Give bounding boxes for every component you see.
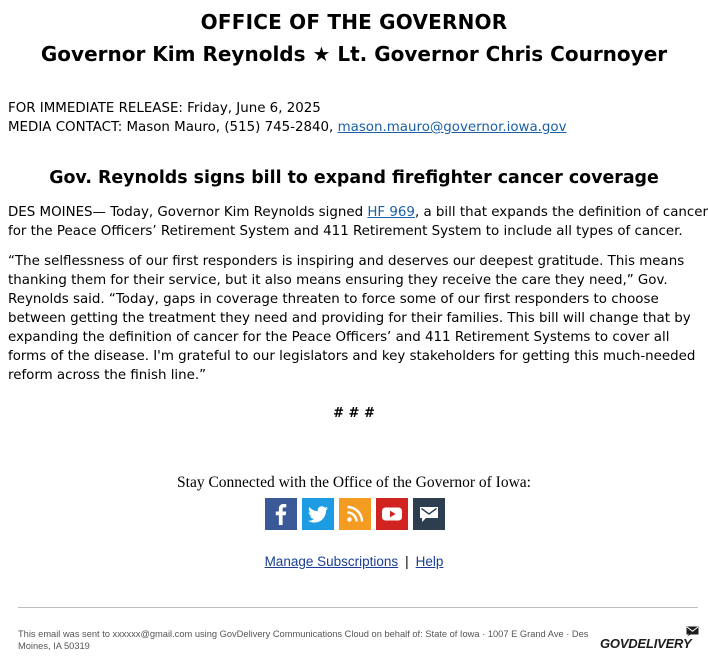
facebook-icon[interactable] <box>265 498 297 530</box>
media-contact-text: MEDIA CONTACT: Mason Mauro, (515) 745-2840, <box>8 120 338 135</box>
article-headline: Gov. Reynolds signs bill to expand firefighter cancer coverage <box>49 168 659 188</box>
rss-icon[interactable] <box>339 498 371 530</box>
media-contact-line <box>8 118 567 138</box>
bill-link[interactable]: HF 969 <box>367 205 415 220</box>
manage-subscriptions-link[interactable]: Manage Subscriptions <box>264 554 399 569</box>
footer-divider <box>18 607 698 608</box>
govdelivery-logo[interactable] <box>600 626 700 658</box>
intro-paragraph <box>8 203 708 241</box>
release-date-line: FOR IMMEDIATE RELEASE: Friday, June 6, 2025 <box>8 101 321 116</box>
help-link[interactable]: Help <box>415 554 444 569</box>
twitter-icon[interactable] <box>302 498 334 530</box>
governors-line: Governor Kim Reynolds ★ Lt. Governor Chris Cournoyer <box>40 42 668 66</box>
stay-connected-text: Stay Connected with the Office of the Governor of Iowa: <box>177 474 531 491</box>
footer-text: This email was sent to xxxxxx@gmail.com using GovDelivery Communications Cloud on behalf of: State of Iowa · 1007 E Grand Ave · Des Moines, IA 50319 <box>18 629 589 651</box>
govdelivery-logo-text: GOVDELIVERY <box>600 636 692 651</box>
intro-text-after: , a bill that expands the definition of cancer for the Peace Officers’ Retirement System and 411 Retirement System to include all types of cancer. <box>8 205 708 239</box>
end-marker: # # # <box>333 406 375 421</box>
contact-email-link[interactable]: mason.mauro@governor.iowa.gov <box>337 120 567 135</box>
link-separator: | <box>405 554 409 569</box>
youtube-icon[interactable] <box>376 498 408 530</box>
subscription-links <box>0 554 708 569</box>
envelope-icon <box>686 626 699 637</box>
email-icon[interactable] <box>413 498 445 530</box>
intro-text-before: DES MOINES— Today, Governor Kim Reynolds signed <box>8 205 368 220</box>
office-title: OFFICE OF THE GOVERNOR <box>200 10 508 34</box>
quote-paragraph: “The selflessness of our first responders is inspiring and deserves our deepest gratitude. This means thanking them for their service, but it also means ensuring they receive the care they need,” Gov. Reynolds said. “Today, gaps in coverage threaten to force some of our first responders to choose between getting the treatment they need and providing for their families. This bill will change that by expanding the definition of cancer for the Peace Officers’ and 411 Retirement Systems to cover all forms of the disease. I'm grateful to our legislators and key stakeholders for getting this much-needed reform across the finish line.” <box>8 254 696 383</box>
social-icons <box>265 498 445 530</box>
